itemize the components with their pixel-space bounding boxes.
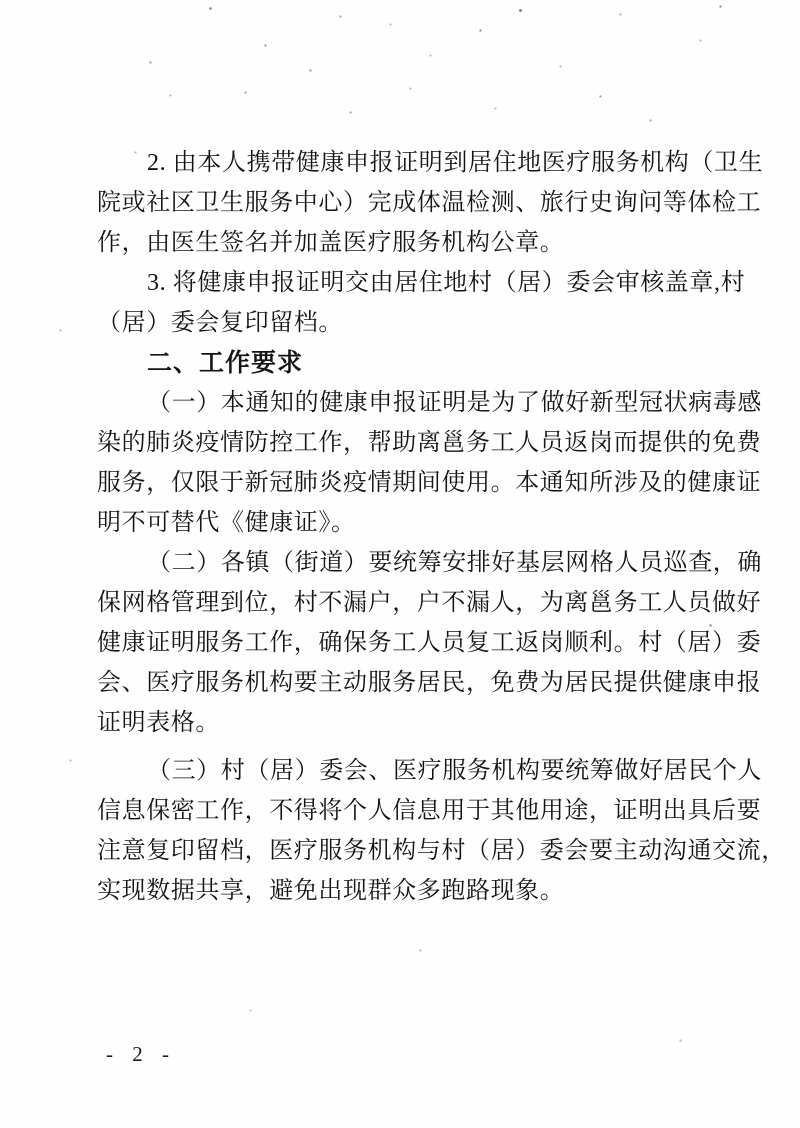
document-line: 实现数据共享，避免出现群众多跑路现象。 (97, 878, 565, 904)
document-line: 信息保密工作，不得将个人信息用于其他用途，证明出具后要 (97, 798, 762, 824)
scan-noise (0, 0, 1, 1)
document-line: 证明表格。 (97, 710, 220, 736)
document-line: 染的肺炎疫情防控工作，帮助离邕务工人员返岗而提供的免费 (97, 430, 762, 456)
document-line: 3. 将健康申报证明交由居住地村（居）委会审核盖章,村 (147, 270, 746, 296)
document-line: 保网格管理到位，村不漏户，户不漏人，为离邕务工人员做好 (97, 590, 762, 616)
document-line: （三）村（居）委会、医疗服务机构要统筹做好居民个人 (147, 758, 762, 784)
document-line: （一）本通知的健康申报证明是为了做好新型冠状病毒感 (147, 390, 762, 416)
document-line: 注意复印留档，医疗服务机构与村（居）委会要主动沟通交流， (97, 838, 786, 864)
document-line: 会、医疗服务机构要主动服务居民，免费为居民提供健康申报 (97, 670, 762, 696)
document-line: 作，由医生签名并加盖医疗服务机构公章。 (97, 230, 565, 256)
document-line: 健康证明服务工作，确保务工人员复工返岗顺利。村（居）委 (97, 630, 762, 656)
section-heading-work-requirements: 二、工作要求 (147, 349, 304, 377)
page-number: - 2 - (106, 1042, 176, 1066)
document-line: （居）委会复印留档。 (97, 310, 343, 336)
document-line: 院或社区卫生服务中心）完成体温检测、旅行史询问等体检工 (97, 190, 762, 216)
document-line: （二）各镇（街道）要统筹安排好基层网格人员巡查，确 (147, 550, 762, 576)
document-line: 服务，仅限于新冠肺炎疫情期间使用。本通知所涉及的健康证 (97, 470, 762, 496)
document-body (97, 143, 786, 911)
document-line: 2. 由本人携带健康申报证明到居住地医疗服务机构（卫生 (147, 150, 764, 176)
document-line: 明不可替代《健康证》。 (97, 510, 356, 536)
